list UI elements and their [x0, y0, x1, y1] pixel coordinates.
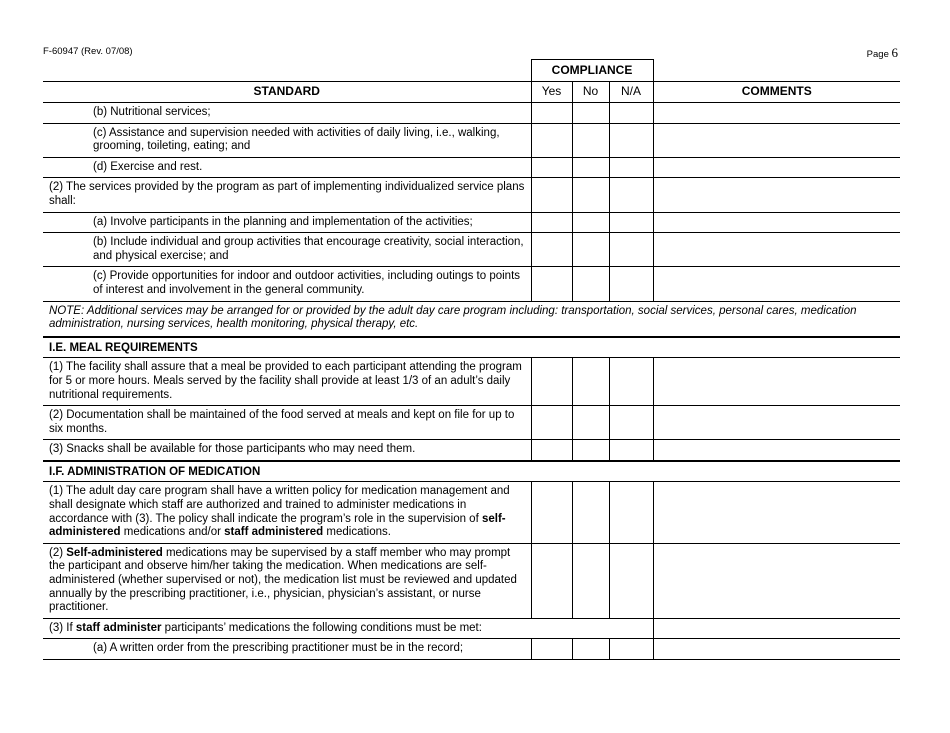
- no-checkbox[interactable]: [572, 178, 609, 212]
- yes-checkbox[interactable]: [531, 233, 572, 267]
- na-checkbox[interactable]: [609, 358, 653, 406]
- standard-text: (a) Involve participants in the planning and implementation of the activities;: [43, 212, 531, 233]
- comments-field[interactable]: [653, 178, 900, 212]
- standard-header: STANDARD: [43, 82, 531, 103]
- yes-checkbox[interactable]: [531, 358, 572, 406]
- page-label: Page: [866, 49, 889, 60]
- yes-checkbox[interactable]: [531, 639, 572, 660]
- table-row: [43, 267, 900, 301]
- table-row: [43, 639, 900, 660]
- comments-header: COMMENTS: [653, 82, 900, 103]
- yes-checkbox[interactable]: [531, 157, 572, 178]
- na-checkbox[interactable]: [609, 157, 653, 178]
- yes-checkbox[interactable]: [531, 406, 572, 440]
- standard-text: (a) A written order from the prescribing practitioner must be in the record;: [43, 639, 531, 660]
- na-checkbox[interactable]: [609, 543, 653, 618]
- table-row: [43, 178, 900, 212]
- standard-text: (3) If staff administer participants’ medications the following conditions must be met:: [43, 618, 653, 639]
- section-title-meal: I.E. MEAL REQUIREMENTS: [43, 337, 900, 358]
- na-checkbox[interactable]: [609, 639, 653, 660]
- header-spacer: [43, 60, 531, 82]
- na-checkbox[interactable]: [609, 233, 653, 267]
- no-checkbox[interactable]: [572, 440, 609, 461]
- yes-checkbox[interactable]: [531, 212, 572, 233]
- table-row: [43, 358, 900, 406]
- standard-text: (3) Snacks shall be available for those participants who may need them.: [43, 440, 531, 461]
- comments-field[interactable]: [653, 233, 900, 267]
- yes-checkbox[interactable]: [531, 103, 572, 124]
- na-checkbox[interactable]: [609, 123, 653, 157]
- na-checkbox[interactable]: [609, 178, 653, 212]
- compliance-header: COMPLIANCE: [531, 60, 653, 82]
- comments-field[interactable]: [653, 157, 900, 178]
- standard-text: (2) Self-administered medications may be supervised by a staff member who may prompt the participant and observe him/her taking the medication. When medications are self-administered (whether supervised or not), the medication list must be reviewed and updated annually by the prescribing practitioner, i.e., physician, physician’s assistant, or nurse practitioner.: [43, 543, 531, 618]
- standard-text: (2) Documentation shall be maintained of the food served at meals and kept on file for up to six months.: [43, 406, 531, 440]
- comments-field[interactable]: [653, 639, 900, 660]
- comments-field[interactable]: [653, 123, 900, 157]
- table-row: [43, 103, 900, 124]
- yes-checkbox[interactable]: [531, 267, 572, 301]
- no-checkbox[interactable]: [572, 233, 609, 267]
- yes-checkbox[interactable]: [531, 440, 572, 461]
- no-checkbox[interactable]: [572, 267, 609, 301]
- no-checkbox[interactable]: [572, 212, 609, 233]
- comments-field[interactable]: [653, 267, 900, 301]
- table-row: [43, 440, 900, 461]
- comments-field[interactable]: [653, 482, 900, 543]
- form-id: F-60947 (Rev. 07/08): [43, 46, 133, 57]
- no-checkbox[interactable]: [572, 543, 609, 618]
- no-checkbox[interactable]: [572, 639, 609, 660]
- standard-text: (1) The adult day care program shall have a written policy for medication management and shall designate which staff are authorized and trained to administer medications in accordance with (3). The policy shall indicate the program’s role in the supervision of self-administered medications and/or staff administered medications.: [43, 482, 531, 543]
- standard-text: (2) The services provided by the program as part of implementing individualized service plans shall:: [43, 178, 531, 212]
- comments-field[interactable]: [653, 618, 900, 639]
- no-checkbox[interactable]: [572, 358, 609, 406]
- no-header: No: [572, 82, 609, 103]
- comments-field[interactable]: [653, 103, 900, 124]
- standard-text: (c) Provide opportunities for indoor and outdoor activities, including outings to points of interest and involvement in the general community.: [43, 267, 531, 301]
- comments-field[interactable]: [653, 543, 900, 618]
- yes-checkbox[interactable]: [531, 178, 572, 212]
- standard-text: (1) The facility shall assure that a meal be provided to each participant attending the program for 5 or more hours. Meals served by the facility shall provide at least 1/3 of an adult’s daily nutritional requirements.: [43, 358, 531, 406]
- table-row: [43, 233, 900, 267]
- na-header: N/A: [609, 82, 653, 103]
- standard-text: (d) Exercise and rest.: [43, 157, 531, 178]
- yes-header: Yes: [531, 82, 572, 103]
- no-checkbox[interactable]: [572, 482, 609, 543]
- comments-field[interactable]: [653, 406, 900, 440]
- comments-field[interactable]: [653, 358, 900, 406]
- yes-checkbox[interactable]: [531, 123, 572, 157]
- comments-field[interactable]: [653, 440, 900, 461]
- na-checkbox[interactable]: [609, 267, 653, 301]
- no-checkbox[interactable]: [572, 123, 609, 157]
- table-row: [43, 157, 900, 178]
- table-row: [43, 406, 900, 440]
- yes-checkbox[interactable]: [531, 482, 572, 543]
- compliance-table: [43, 59, 900, 660]
- no-checkbox[interactable]: [572, 406, 609, 440]
- table-row: [43, 212, 900, 233]
- page-number: 6: [891, 45, 898, 60]
- standard-text: (c) Assistance and supervision needed with activities of daily living, i.e., walking, grooming, toileting, eating; and: [43, 123, 531, 157]
- comments-header-top: [653, 60, 900, 82]
- yes-checkbox[interactable]: [531, 543, 572, 618]
- no-checkbox[interactable]: [572, 157, 609, 178]
- no-checkbox[interactable]: [572, 103, 609, 124]
- table-row: [43, 618, 900, 639]
- comments-field[interactable]: [653, 212, 900, 233]
- na-checkbox[interactable]: [609, 103, 653, 124]
- section-title-medication: I.F. ADMINISTRATION OF MEDICATION: [43, 461, 900, 482]
- table-row: [43, 123, 900, 157]
- na-checkbox[interactable]: [609, 212, 653, 233]
- note-text: NOTE: Additional services may be arranged for or provided by the adult day care program including: transportation, social services, personal cares, medication administration, nursing services, health monitoring, physical therapy, etc.: [49, 304, 857, 331]
- table-row: [43, 482, 900, 543]
- table-row: [43, 543, 900, 618]
- standard-text: (b) Include individual and group activities that encourage creativity, social interaction, and physical exercise; and: [43, 233, 531, 267]
- na-checkbox[interactable]: [609, 482, 653, 543]
- na-checkbox[interactable]: [609, 440, 653, 461]
- standard-text: (b) Nutritional services;: [43, 103, 531, 124]
- na-checkbox[interactable]: [609, 406, 653, 440]
